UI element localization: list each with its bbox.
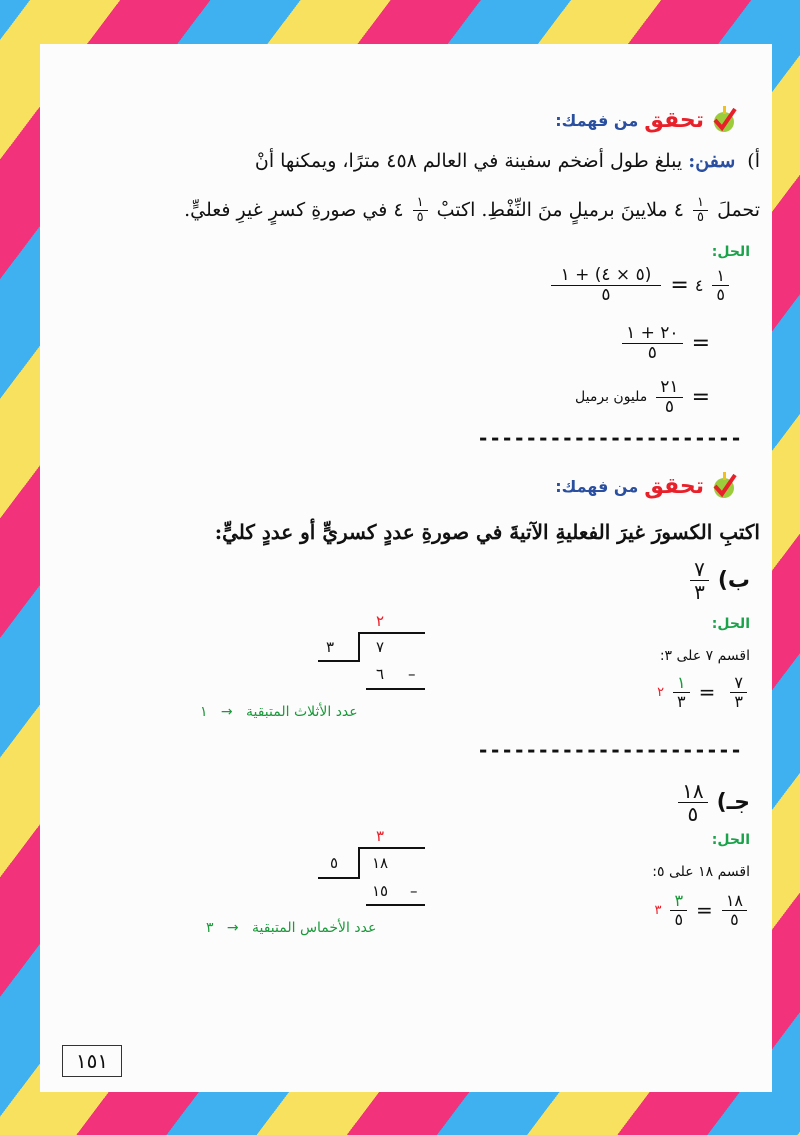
denominator: ٥ <box>664 396 674 417</box>
denominator: ٣ <box>677 691 686 711</box>
quotient: ٣ <box>376 827 385 845</box>
dividend: ١٨ <box>372 854 389 872</box>
numerator: ١ <box>413 196 428 211</box>
item-label-a: أ) <box>747 150 760 172</box>
heading-rest: من فهمك: <box>555 476 639 496</box>
heading-check-word: تحقق <box>644 473 704 499</box>
numerator: ١٨ <box>722 892 747 911</box>
remainder-line <box>200 704 358 720</box>
whole: ٣ <box>654 902 662 918</box>
quotient: ٢ <box>376 612 385 630</box>
minus-sign: – <box>410 882 418 900</box>
remainder-note: عدد الأثلاث المتبقية <box>245 704 358 720</box>
checkmark-icon <box>710 106 738 134</box>
heading-check-word: تحقق <box>644 107 704 133</box>
remainder-line <box>206 920 376 936</box>
whole: ٤ <box>694 275 704 295</box>
problem-a-line2 <box>184 196 760 226</box>
equation-3 <box>575 378 710 416</box>
numerator: ٢١ <box>656 378 682 398</box>
check-understanding-heading-2 <box>555 472 738 500</box>
denominator: ٥ <box>647 342 657 363</box>
equation-1 <box>548 266 732 304</box>
dividend: ٧ <box>376 638 385 656</box>
separator: ---------------------- <box>477 426 742 450</box>
numerator: ١٨ <box>678 780 707 803</box>
remainder: ١ <box>200 704 208 720</box>
result-equation-b: $\frac{٧}{٣}$ = $\frac{١}{٣}$ ٢ <box>657 674 750 710</box>
solution-label: الحل: <box>711 244 750 260</box>
subtrahend: ٦ <box>376 665 385 683</box>
separator: ---------------------- <box>477 738 742 762</box>
divisor: ٣ <box>326 638 335 656</box>
numerator: ٣ <box>670 892 687 911</box>
numerator: ١ <box>712 267 729 286</box>
item-c <box>675 780 750 825</box>
equation-2 <box>619 324 710 362</box>
check-understanding-heading <box>555 106 738 134</box>
fraction <box>413 196 428 226</box>
equals: = <box>670 272 689 298</box>
minus-sign: – <box>408 665 416 683</box>
denominator: ٥ <box>674 909 684 929</box>
numerator: ١ <box>693 196 708 211</box>
unit-label: مليون برميل <box>575 389 648 406</box>
remainder: ٣ <box>206 920 214 936</box>
division-step: اقسم ٧ على ٣: <box>659 648 750 664</box>
solution-label: الحل: <box>711 832 750 848</box>
item-b <box>687 558 750 603</box>
denominator: ٣ <box>734 691 743 711</box>
numerator: (٥ × ٤) + ١ <box>551 266 662 286</box>
page-number: ١٥١ <box>62 1045 122 1077</box>
page <box>40 44 772 1092</box>
denominator: ٣ <box>694 580 705 604</box>
problem-a-line1 <box>255 150 760 172</box>
text: ٤ ملايينَ برميلٍ منَ النِّفْطِ. اكتبْ <box>436 198 684 221</box>
subtrahend: ١٥ <box>372 882 389 900</box>
denominator: ٥ <box>716 284 725 304</box>
item-label-c: جـ) <box>716 790 750 815</box>
numerator: ١ <box>673 674 690 693</box>
denominator: ٥ <box>416 210 424 226</box>
equals: = <box>691 384 710 410</box>
numerator: ٧ <box>690 558 709 581</box>
whole: ٢ <box>657 684 665 700</box>
instruction: اكتبِ الكسورَ غيرَ الفعليةِ الآتيةَ في صورةِ عددٍ كسريٍّ أو عددٍ كليٍّ: <box>214 520 760 544</box>
denominator: ٥ <box>687 802 699 826</box>
denominator: ٥ <box>697 210 705 226</box>
result-equation-c: $\frac{١٨}{٥}$ = $\frac{٣}{٥}$ ٣ <box>654 892 750 928</box>
arrow-icon: → <box>226 920 239 936</box>
denominator: ٥ <box>730 909 739 929</box>
denominator: ٥ <box>601 284 611 305</box>
fraction <box>693 196 708 226</box>
text: تحملَ <box>717 198 760 221</box>
text: ٤ في صورةِ كسرٍ غيرِ فعليٍّ. <box>184 198 404 221</box>
numerator: ٧ <box>730 674 747 693</box>
equals: = <box>691 330 710 356</box>
topic-label: سفن: <box>688 150 736 172</box>
heading-rest: من فهمك: <box>555 110 639 130</box>
division-step: اقسم ١٨ على ٥: <box>652 864 750 880</box>
numerator: ٢٠ + ١ <box>622 324 682 344</box>
checkmark-icon <box>710 472 738 500</box>
solution-label: الحل: <box>711 616 750 632</box>
divisor: ٥ <box>330 854 339 872</box>
item-label-b: ب) <box>717 568 750 593</box>
problem-text-line1: يبلغ طول أضخم سفينة في العالم ٤٥٨ مترًا، ويمكنها أنْ <box>254 150 683 172</box>
arrow-icon: → <box>220 704 233 720</box>
remainder-note: عدد الأخماس المتبقية <box>251 920 377 936</box>
